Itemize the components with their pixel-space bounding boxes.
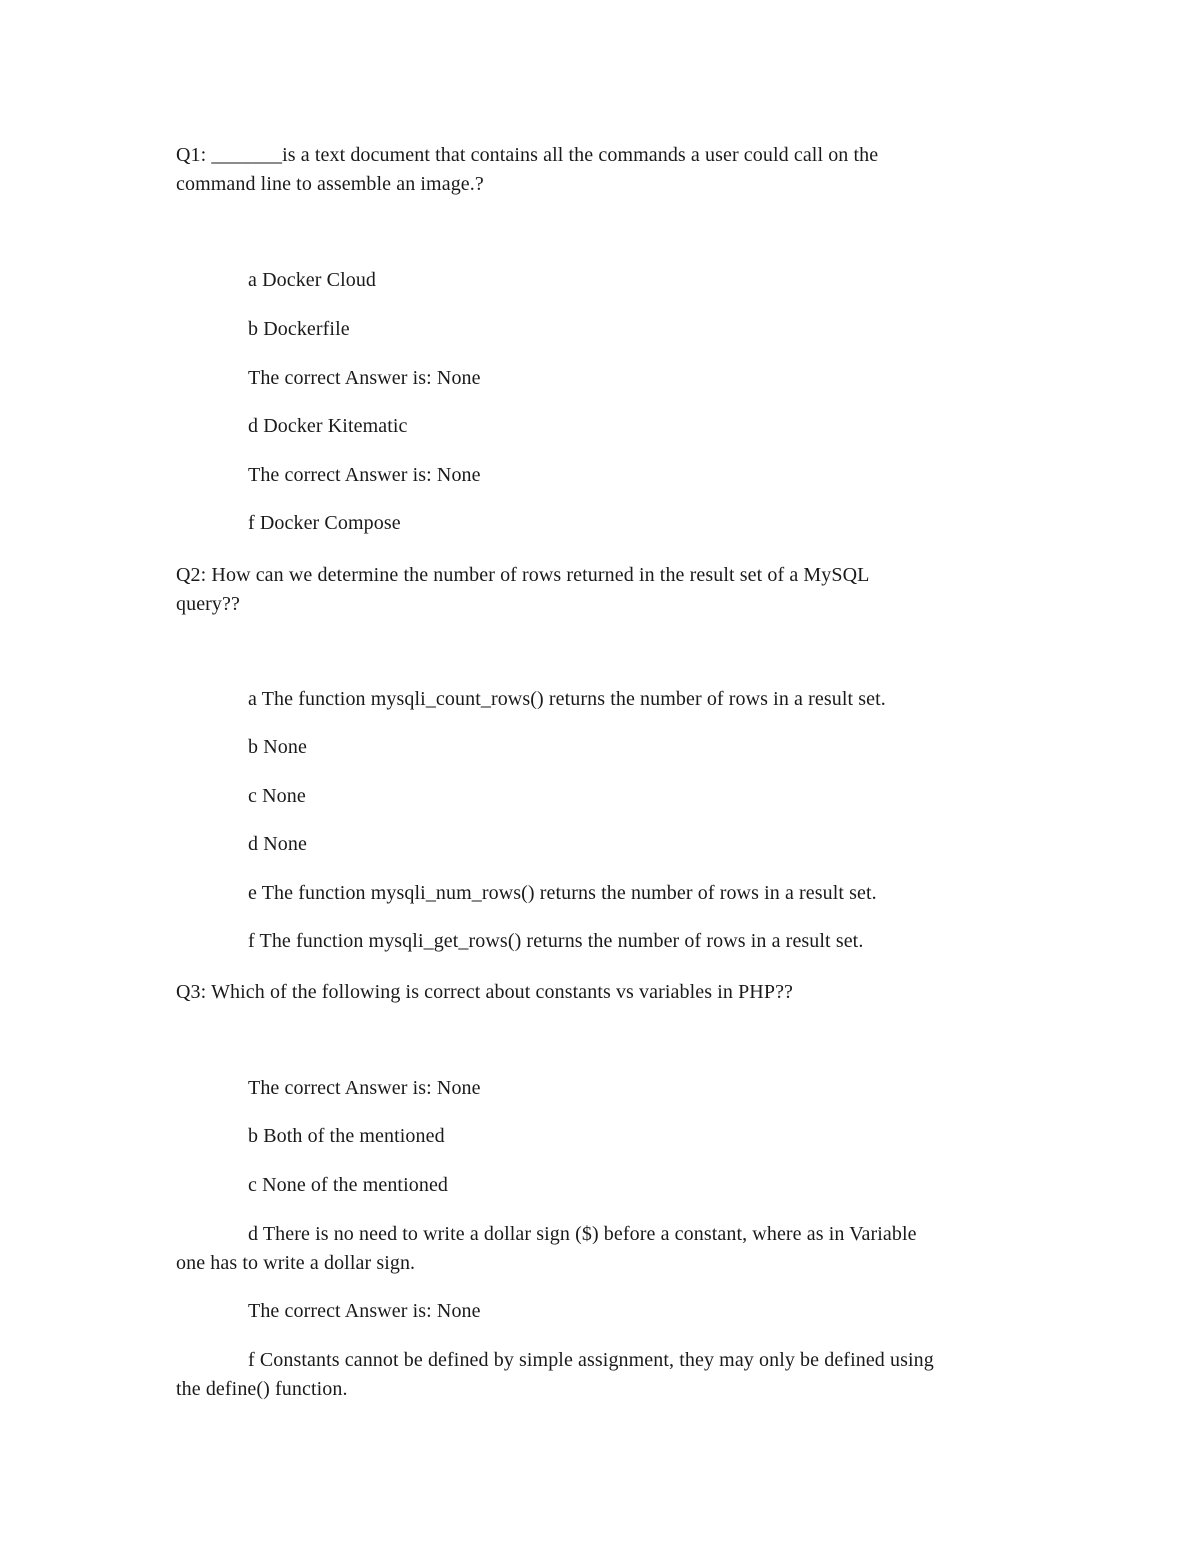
question-3-text: Which of the following is correct about constants vs variables in PHP?? bbox=[211, 981, 794, 1003]
question-1-line-2: command line to assemble an image.? bbox=[176, 173, 484, 195]
question-1-text: is a text document that contains all the commands a user could call on the bbox=[282, 144, 879, 166]
question-1-option-a: a Docker Cloud bbox=[248, 269, 377, 291]
question-3-answer-2: The correct Answer is: None bbox=[248, 1300, 481, 1322]
question-3-option-d-line-1: d There is no need to write a dollar sign ($) before a constant, where as in Variable bbox=[248, 1223, 917, 1245]
question-1-answer-2: The correct Answer is: None bbox=[248, 464, 481, 486]
question-2-number: Q2: bbox=[176, 564, 207, 586]
question-2-option-e: e The function mysqli_num_rows() returns the number of rows in a result set. bbox=[248, 882, 877, 904]
question-1-option-b: b Dockerfile bbox=[248, 318, 350, 340]
question-2-option-a: a The function mysqli_count_rows() returns the number of rows in a result set. bbox=[248, 688, 886, 710]
question-1-line-1 bbox=[176, 141, 878, 170]
question-2-option-d: d None bbox=[248, 833, 307, 855]
question-1-option-f: f Docker Compose bbox=[248, 512, 401, 534]
question-3-answer-1: The correct Answer is: None bbox=[248, 1077, 481, 1099]
question-1-option-d: d Docker Kitematic bbox=[248, 415, 408, 437]
question-3-option-c: c None of the mentioned bbox=[248, 1174, 449, 1196]
question-1-number: Q1: bbox=[176, 144, 207, 166]
question-3-number: Q3: bbox=[176, 981, 207, 1003]
question-2-line-1 bbox=[176, 561, 870, 590]
question-3-option-f-line-2: the define() function. bbox=[176, 1378, 348, 1400]
question-1-blank: _______ bbox=[211, 144, 283, 166]
question-3-option-d-line-2: one has to write a dollar sign. bbox=[176, 1252, 416, 1274]
question-2-line-2: query?? bbox=[176, 593, 240, 615]
question-2-option-f: f The function mysqli_get_rows() returns the number of rows in a result set. bbox=[248, 930, 864, 952]
question-3-line-1 bbox=[176, 978, 793, 1007]
question-3-option-b: b Both of the mentioned bbox=[248, 1125, 445, 1147]
question-1-answer-1: The correct Answer is: None bbox=[248, 367, 481, 389]
question-2-option-b: b None bbox=[248, 736, 307, 758]
question-2-text: How can we determine the number of rows returned in the result set of a MySQL bbox=[211, 564, 870, 586]
question-3-option-f-line-1: f Constants cannot be defined by simple assignment, they may only be defined using bbox=[248, 1349, 934, 1371]
question-2-option-c: c None bbox=[248, 785, 306, 807]
